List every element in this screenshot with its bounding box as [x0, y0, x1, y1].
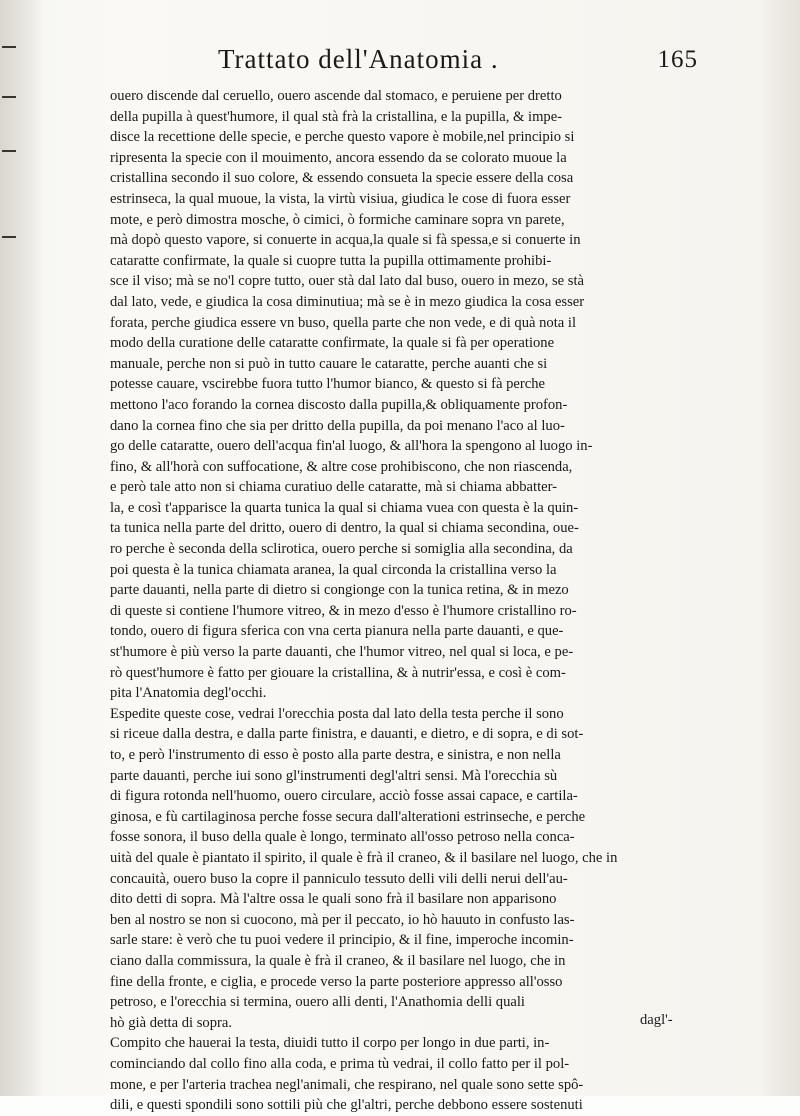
text-line: sce il viso; mà se no'l copre tutto, ouer stà dal lato dal buso, ouero in mezo, se stà [110, 273, 584, 290]
text-line: di queste si contiene l'humore vitreo, & in mezo d'esso è l'humore cristallino ro- [110, 602, 577, 619]
text-line: cristallina secondo il suo colore, & essendo consueta la specie essere della cosa [110, 170, 574, 187]
edge-mark [2, 236, 16, 238]
text-line: mote, e però dimostra mosche, ò cimici, ò formiche caminare sopra vn parete, [110, 211, 565, 228]
body-text [110, 86, 706, 1116]
text-line: cominciando dal collo fino alla coda, e prima tù vedrai, il collo fatto per il pol- [110, 1055, 570, 1072]
edge-mark [2, 96, 16, 98]
text-line: disce la recettione delle specie, e perche questo vapore è mobile,nel principio si [110, 129, 575, 146]
text-line: e però tale atto non si chiama curatiuo delle cataratte, mà si chiama abbatter- [110, 479, 558, 496]
text-line: sarle stare: è verò che tu puoi vedere il principio, & il fine, imperoche incomin- [110, 932, 574, 949]
text-line: si riceue dalla destra, e dalla parte finistra, e dauanti, e dietro, e di sopra, e di sot- [110, 726, 584, 743]
text-line: hò già detta di sopra. [110, 1014, 232, 1031]
text-line: mettono l'aco forando la cornea discosto dalla pupilla,& obliquamente profon- [110, 396, 568, 413]
text-line: rò quest'humore è fatto per giouare la cristallina, & à nutrir'essa, e così è com- [110, 664, 566, 681]
text-line: di figura rotonda nell'huomo, ouero circulare, acciò fosse assai capace, e cartila- [110, 788, 578, 805]
text-line: dili, e questi spondili sono sottili più che gl'altri, perche debbono essere sostenuti [110, 1097, 583, 1114]
right-edge-shadow [760, 0, 800, 1096]
text-line: to, e però l'instrumento di esso è posto alla parte destra, e sinistra, e non nella [110, 747, 561, 763]
edge-mark [2, 46, 16, 48]
text-line: forata, perche giudica essere vn buso, quella parte che non vede, e di quà nota il [110, 314, 577, 331]
text-line: uità del quale è piantato il spirito, il quale è frà il craneo, & il basilare nel luogo, che in [110, 849, 618, 866]
text-line: fino, & all'horà con suffocatione, & altre cose prohibiscono, che non riascenda, [110, 458, 573, 475]
text-line: potesse cauare, vscirebbe fuora tutto l'humor bianco, & questo si fà perche [110, 376, 546, 393]
text-line: modo della curatione delle cataratte confirmate, la quale si fà per operatione [110, 335, 555, 352]
text-line: Espedite queste cose, vedrai l'orecchia posta dal lato della testa perche il sono [110, 705, 564, 722]
text-line: Compito che hauerai la testa, diuidi tutto il corpo per longo in due parti, in- [110, 1035, 550, 1052]
text-line: fine della fronte, e ciglia, e procede verso la parte posteriore appresso all'osso [110, 973, 563, 990]
text-line: ouero discende dal ceruello, ouero ascende dal stomaco, e peruiene per dretto [110, 88, 562, 104]
binding-gutter [0, 0, 44, 1096]
text-line: ben al nostro se non si cuocono, mà per il peccato, io hò hauuto in confusto las- [110, 911, 575, 928]
text-line: go delle cataratte, ouero dell'acqua fin'al luogo, & all'hora la spengono al luogo in- [110, 438, 593, 455]
text-line: dano la cornea fino che sia per dritto della pupilla, da poi menano l'aco al luo- [110, 417, 565, 434]
text-line: ro perche è seconda della sclirotica, ouero perche si somiglia alla secondina, da [110, 541, 573, 558]
text-line: della pupilla à quest'humore, il qual stà frà la cristallina, e la pupilla, & impe- [110, 108, 563, 125]
text-line: ripresenta la specie con il mouimento, ancora essendo da se colorato muoue la [110, 149, 567, 166]
text-line: tondo, ouero di figura sferica con vna certa pianura nella parte dauanti, e que- [110, 623, 564, 640]
text-line: poi questa è la tunica chiamata aranea, la qual circonda la cristallina verso la [110, 561, 557, 578]
text-line: dal lato, vede, e giudica la cosa diminutiua; mà se è in mezo giudica la cosa esser [110, 293, 585, 310]
catchword: dagl'- [640, 1012, 673, 1028]
text-line: mone, e per l'arteria trachea negl'animali, che respirano, nel quale sono sette spô- [110, 1076, 584, 1093]
text-line: st'humore è più verso la parte dauanti, che l'humor vitreo, nel qual si loca, e pe- [110, 644, 574, 661]
text-line: ta tunica nella parte del dritto, ouero di dentro, la qual si chiama secondina, oue- [110, 520, 579, 537]
text-line: manuale, perche non si può in tutto cauare le cataratte, perche auanti che si [110, 355, 548, 372]
edge-mark [2, 150, 16, 152]
text-line: dito detti di sopra. Mà l'altre ossa le quali sono frà il basilare non apparisono [110, 891, 557, 908]
text-line: fosse sonora, il buso della quale è longo, terminato all'osso petroso nella conca- [110, 829, 575, 846]
running-header [218, 44, 728, 80]
text-line: la, e così t'apparisce la quarta tunica la qual si chiama vuea con questa è la quin- [110, 499, 579, 516]
text-line: ciano dalla commissura, la quale è frà il craneo, & il basilare nel luogo, che in [110, 952, 566, 969]
running-title: Trattato dell'Anatomia . [218, 44, 499, 74]
text-line: estrinseca, la qual muoue, la vista, la virtù visiua, giudica le cose di fuora esser [110, 190, 571, 207]
text-line: pita l'Anatomia degl'occhi. [110, 685, 267, 702]
text-line: parte dauanti, nella parte di dietro si congionge con la tunica retina, & in mezo [110, 582, 569, 599]
text-line: cataratte confirmate, la quale si cuopre tutta la pupilla ottimamente prohibi- [110, 252, 552, 269]
text-line: mà dopò questo vapore, si conuerte in acqua,la quale si fà spessa,e si conuerte in [110, 232, 581, 249]
text-line: parte dauanti, perche iui sono gl'instrumenti degl'altri sensi. Mà l'orecchia sù [110, 767, 558, 784]
text-line: ginosa, e fù cartilaginosa perche fosse secura dall'alterationi estrinseche, e perche [110, 808, 586, 825]
text-line: concauità, ouero buso la copre il panniculo tessuto delli vili delli nerui dell'au- [110, 870, 568, 887]
text-line: petroso, e l'orecchia si termina, ouero alli denti, l'Anathomia delli quali [110, 994, 525, 1011]
page-number: 165 [657, 46, 698, 73]
